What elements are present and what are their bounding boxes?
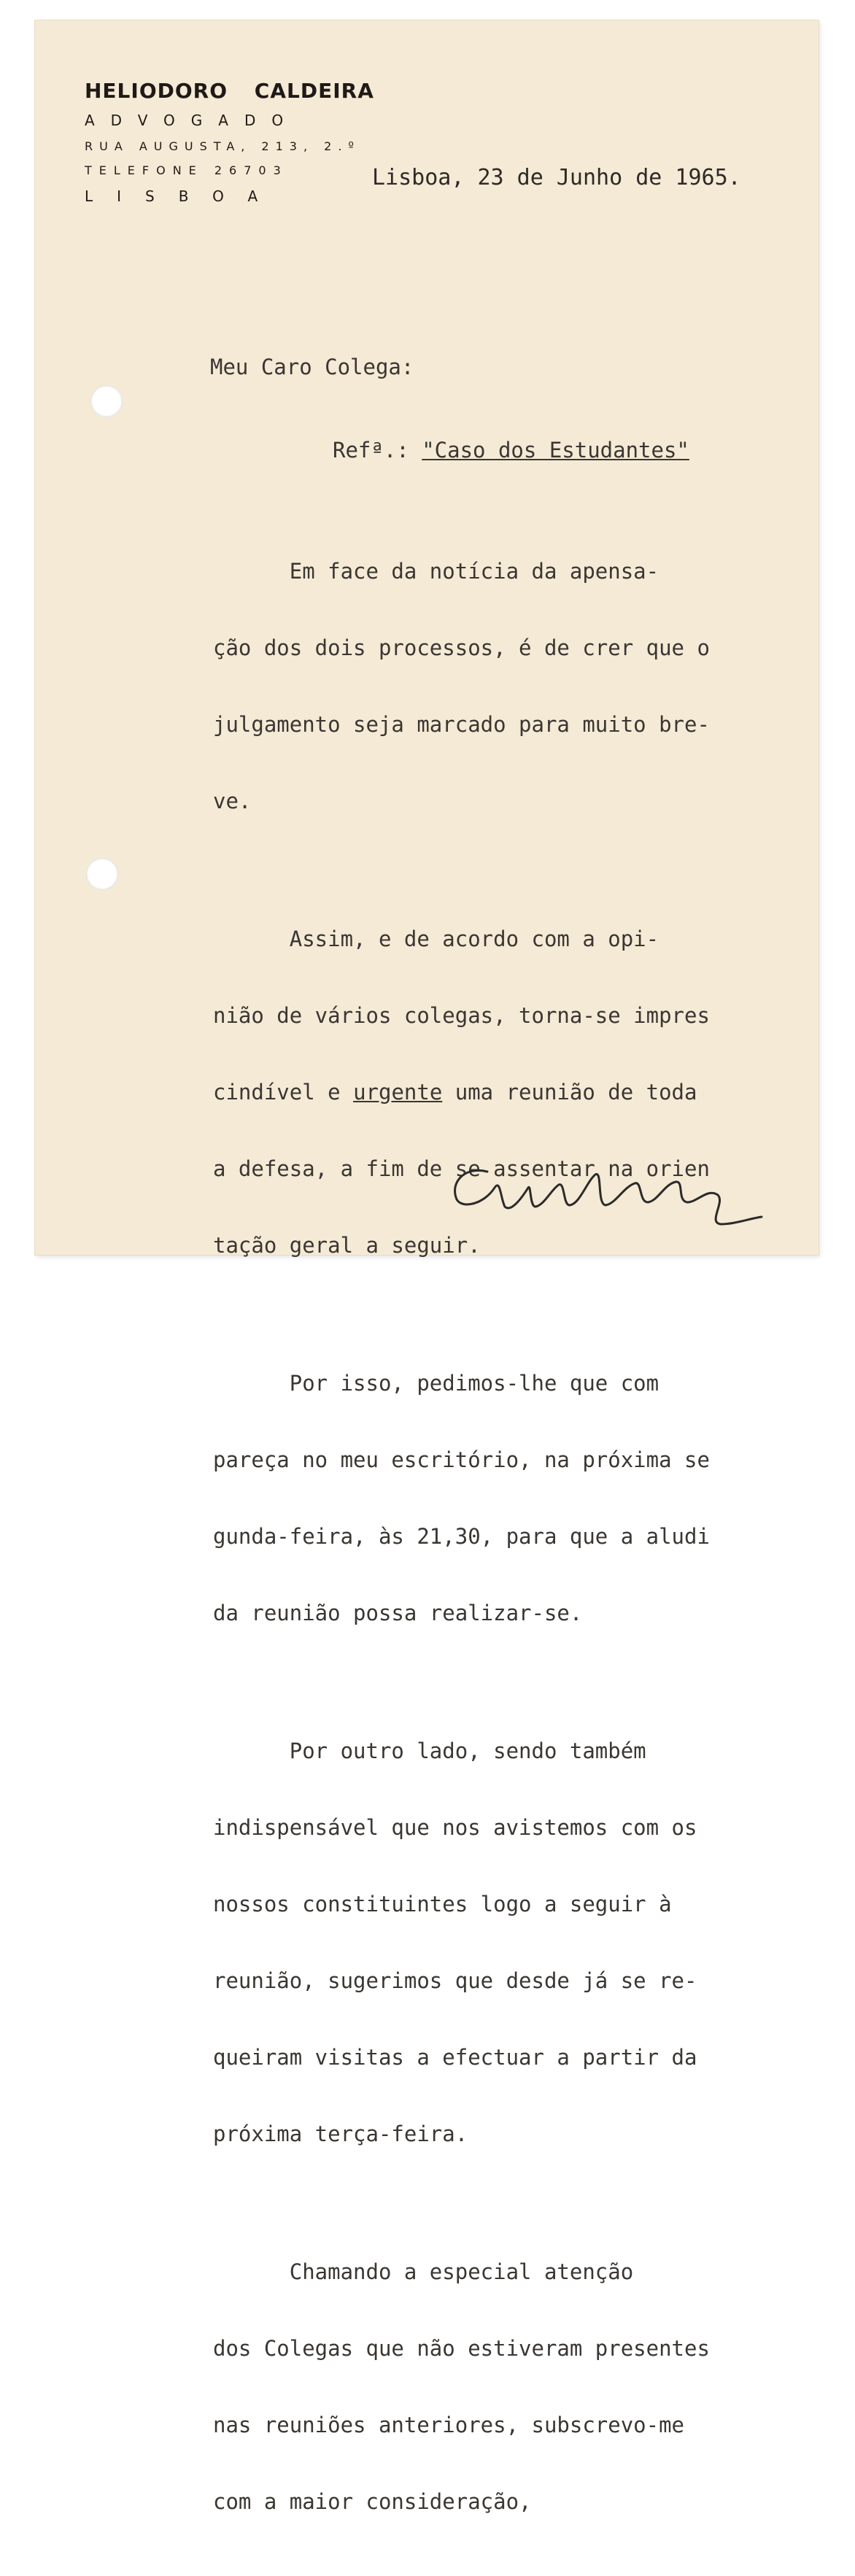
handwritten-signature bbox=[444, 1137, 765, 1231]
letter-sheet bbox=[35, 20, 819, 2514]
punch-hole-top bbox=[90, 385, 123, 417]
letter-salutation: Meu Caro Colega: bbox=[210, 355, 414, 379]
letterhead bbox=[85, 79, 374, 215]
text-line: Por isso, pedimos-lhe que com bbox=[213, 1371, 659, 1396]
text-segment: cindível e bbox=[213, 1080, 354, 1105]
text-segment: uma reunião de toda bbox=[442, 1080, 697, 1105]
text-line: nas reuniões anteriores, subscrevo-me bbox=[213, 2413, 685, 2437]
letter-date: Lisboa, 23 de Junho de 1965. bbox=[372, 165, 741, 190]
text-line: julgamento seja marcado para muito bre- bbox=[213, 712, 710, 737]
letter-reference bbox=[333, 438, 689, 463]
text-line: com a maior consideração, bbox=[213, 2489, 532, 2514]
text-line: Assim, e de acordo com a opi- bbox=[213, 927, 659, 951]
letterhead-name: HELIODORO CALDEIRA bbox=[85, 79, 374, 103]
paragraph-2 bbox=[213, 875, 789, 1310]
reference-title: "Caso dos Estudantes" bbox=[422, 438, 689, 463]
text-line bbox=[213, 1080, 789, 1105]
text-line: queiram visitas a efectuar a partir da bbox=[213, 2045, 697, 2070]
text-line: próxima terça-feira. bbox=[213, 2121, 468, 2146]
text-line: indispensável que nos avistemos com os bbox=[213, 1815, 697, 1840]
text-line: ve. bbox=[213, 789, 252, 813]
text-line: reunião, sugerimos que desde já se re- bbox=[213, 1968, 697, 1993]
letterhead-phone: TELEFONE 26703 bbox=[85, 163, 288, 177]
text-line: dos Colegas que não estiveram presentes bbox=[213, 2336, 710, 2361]
text-line: ção dos dois processos, é de crer que o bbox=[213, 635, 710, 660]
text-line: a defesa, a fim de se assentar na orien bbox=[213, 1156, 710, 1181]
paragraph-1 bbox=[213, 508, 789, 865]
reference-label: Refª.: bbox=[333, 438, 422, 463]
text-line: da reunião possa realizar-se. bbox=[213, 1601, 583, 1625]
text-line: gunda-feira, às 21,30, para que a aludi bbox=[213, 1524, 710, 1549]
paragraph-4 bbox=[213, 1687, 789, 2198]
text-line: nião de vários colegas, torna-se impres bbox=[213, 1003, 710, 1028]
letterhead-address: RUA AUGUSTA, 213, 2.º bbox=[85, 139, 360, 153]
letterhead-city: LISBOA bbox=[85, 187, 282, 205]
letter-body bbox=[213, 508, 789, 2576]
text-line: Em face da notícia da apensa- bbox=[213, 559, 659, 584]
urgent-word: urgente bbox=[353, 1080, 443, 1105]
text-line: pareça no meu escritório, na próxima se bbox=[213, 1447, 710, 1472]
paragraph-3 bbox=[213, 1320, 789, 1677]
text-line: Chamando a especial atenção bbox=[213, 2259, 634, 2284]
text-line: Por outro lado, sendo também bbox=[213, 1738, 646, 1763]
text-line: nossos constituintes logo a seguir à bbox=[213, 1892, 672, 1916]
paragraph-5 bbox=[213, 2208, 789, 2566]
text-line: tação geral a seguir. bbox=[213, 1233, 481, 1258]
punch-hole-bottom bbox=[86, 858, 118, 890]
letterhead-profession: ADVOGADO bbox=[85, 112, 300, 129]
